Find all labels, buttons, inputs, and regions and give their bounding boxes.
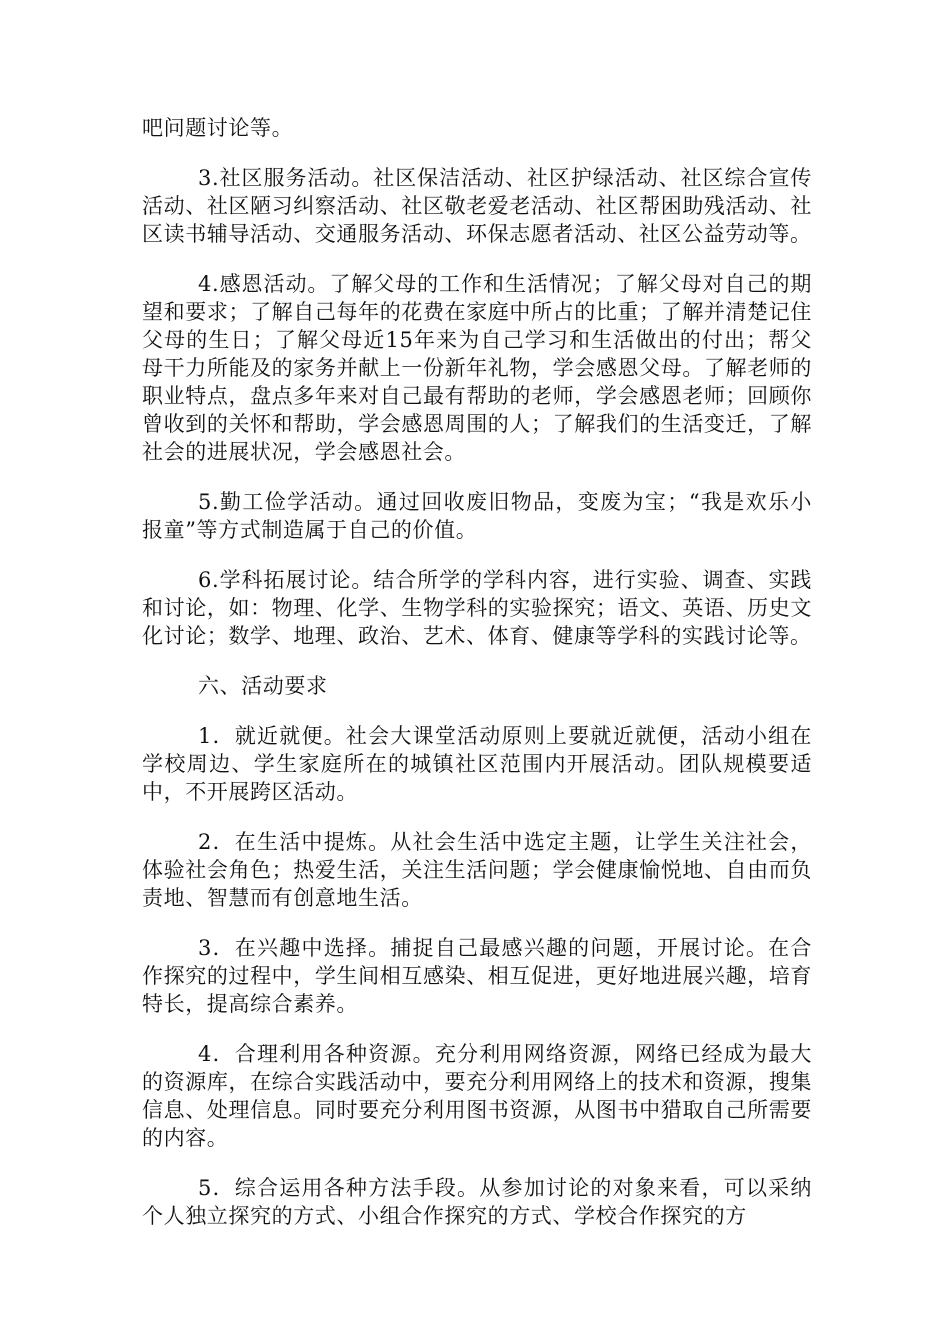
section-heading-requirements: 六、活动要求	[198, 674, 328, 698]
paragraph-requirement-2: 2．在生活中提炼。从社会生活中选定主题，让学生关注社会，体验社会角色；热爱生活，关注生活问题；学会健康愉悦地、自由而负责地、智慧而有创意地生活。	[142, 830, 812, 910]
paragraph-requirement-5: 5．综合运用各种方法手段。从参加讨论的对象来看，可以采纳个人独立探究的方式、小组合作探究的方式、学校合作探究的方	[142, 1176, 812, 1228]
paragraph-continuation: 吧问题讨论等。	[142, 116, 294, 140]
paragraph-gratitude-activities: 4.感恩活动。了解父母的工作和生活情况；了解父母对自己的期望和要求；了解自己每年的花费在家庭中所占的比重；了解并清楚记住父母的生日；了解父母近15年来为自己学习和生活做出的付出；帮父母干力所能及的家务并献上一份新年礼物，学会感恩父母。了解老师的职业特点，盘点多年来对自己最有帮助的老师，学会感恩老师；回顾你曾收到的关怀和帮助，学会感恩周围的人；了解我们的生活变迁，了解社会的进展状况，学会感恩社会。	[142, 272, 812, 464]
document-body	[142, 114, 812, 1252]
paragraph-requirement-1: 1．就近就便。社会大课堂活动原则上要就近就便，活动小组在学校周边、学生家庭所在的城镇社区范围内开展活动。团队规模要适中，不开展跨区活动。	[142, 724, 812, 804]
paragraph-work-study: 5.勤工俭学活动。通过回收废旧物品，变废为宝；“我是欢乐小报童”等方式制造属于自己的价值。	[142, 490, 812, 542]
paragraph-subject-expansion: 6.学科拓展讨论。结合所学的学科内容，进行实验、调查、实践和讨论，如：物理、化学、生物学科的实验探究；语文、英语、历史文化讨论；数学、地理、政治、艺术、体育、健康等学科的实践讨论等。	[142, 568, 812, 648]
paragraph-requirement-4: 4．合理利用各种资源。充分利用网络资源，网络已经成为最大的资源库，在综合实践活动中，要充分利用网络上的技术和资源，搜集信息、处理信息。同时要充分利用图书资源，从图书中猎取自己所需要的内容。	[142, 1042, 812, 1150]
paragraph-requirement-3: 3．在兴趣中选择。捕捉自己最感兴趣的问题，开展讨论。在合作探究的过程中，学生间相互感染、相互促进，更好地进展兴趣，培育特长，提高综合素养。	[142, 936, 812, 1016]
paragraph-community-service: 3.社区服务活动。社区保洁活动、社区护绿活动、社区综合宣传活动、社区陋习纠察活动、社区敬老爱老活动、社区帮困助残活动、社区读书辅导活动、交通服务活动、环保志愿者活动、社区公益劳动等。	[142, 166, 812, 246]
